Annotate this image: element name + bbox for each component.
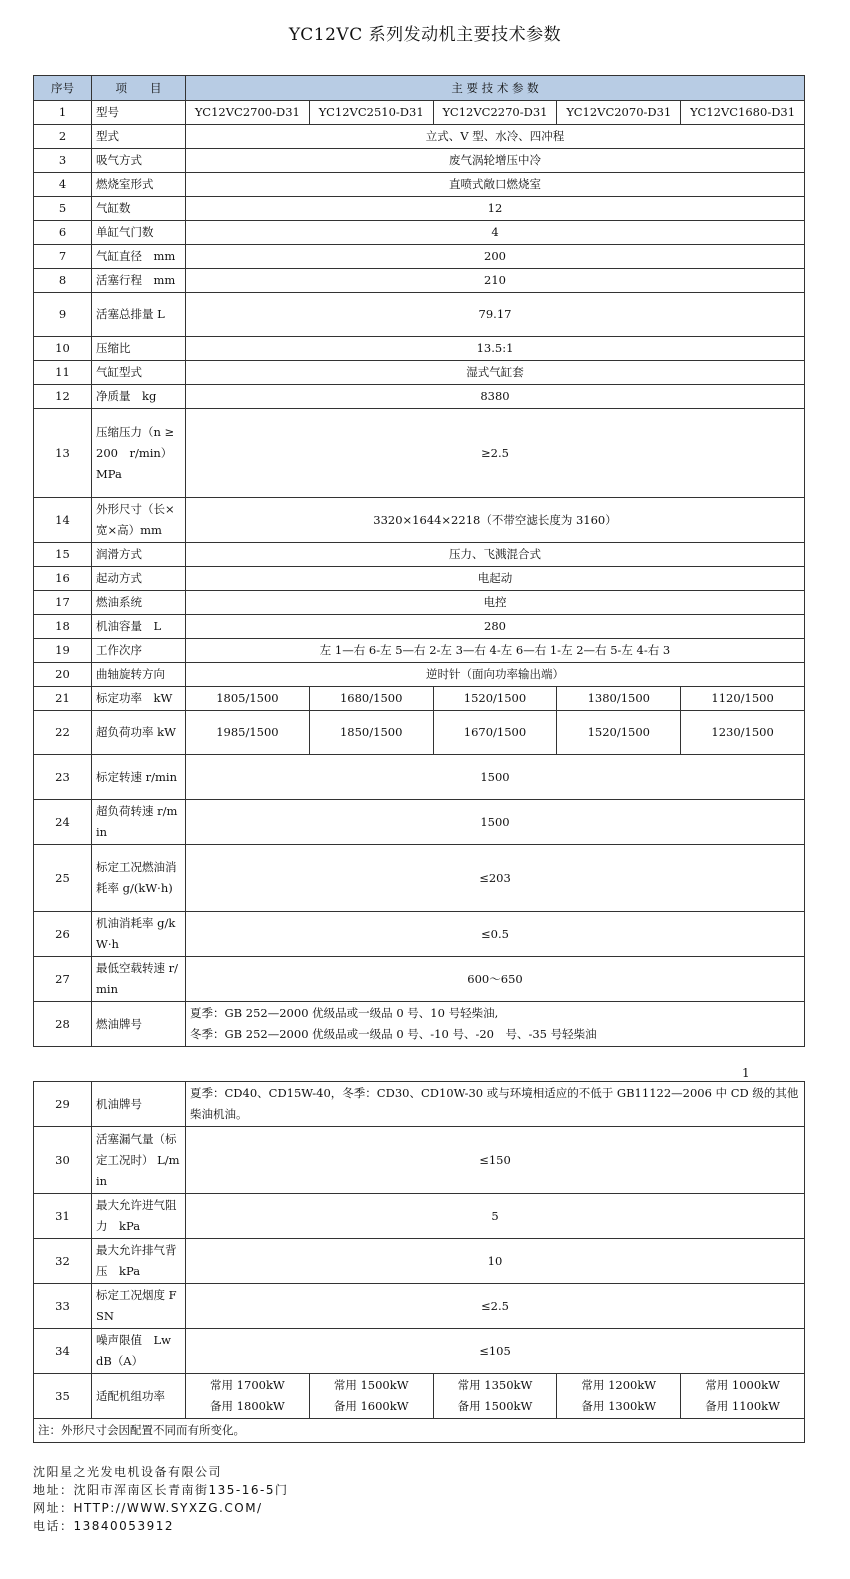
standby-power: 备用 1300kW: [581, 1399, 657, 1413]
standby-power: 备用 1500kW: [457, 1399, 533, 1413]
row-number: 14: [34, 498, 92, 543]
row-number: 21: [34, 687, 92, 711]
row-item: 最低空载转速 r/min: [92, 957, 186, 1002]
row-number: 9: [34, 293, 92, 337]
power-value: 1670/1500: [433, 711, 557, 755]
row-item: 活塞漏气量（标定工况时） L/min: [92, 1127, 186, 1194]
table-row: [34, 1284, 805, 1329]
table-row: [34, 221, 805, 245]
table-row: [34, 591, 805, 615]
table-row: [34, 1239, 805, 1284]
model-name: YC12VC2270-D31: [433, 101, 557, 125]
row-value: 左 1—右 6-左 5—右 2-左 3—右 4-左 6—右 1-左 2—右 5-左 4-右 3: [186, 639, 805, 663]
table-row: [34, 409, 805, 498]
prime-power: 常用 1700kW: [210, 1378, 285, 1392]
row-number: 8: [34, 269, 92, 293]
row-number: 2: [34, 125, 92, 149]
row-value: ≤105: [186, 1329, 805, 1374]
row-number: 22: [34, 711, 92, 755]
row-number: 29: [34, 1082, 92, 1127]
table-row: [34, 567, 805, 591]
row-value: 3320×1644×2218（不带空滤长度为 3160）: [186, 498, 805, 543]
row-item: 净质量 kg: [92, 385, 186, 409]
table-row: [34, 1082, 805, 1127]
row-item: 机油容量 L: [92, 615, 186, 639]
row-number: 5: [34, 197, 92, 221]
table-row: [34, 101, 805, 125]
row-number: 10: [34, 337, 92, 361]
row-item: 最大允许进气阻力 kPa: [92, 1194, 186, 1239]
row-value: 电控: [186, 591, 805, 615]
prime-power: 常用 1350kW: [457, 1378, 533, 1392]
row-value: 5: [186, 1194, 805, 1239]
table-row: [34, 543, 805, 567]
header-no: 序号: [34, 76, 92, 101]
table-row: [34, 197, 805, 221]
row-number: 27: [34, 957, 92, 1002]
row-number: 31: [34, 1194, 92, 1239]
company-name: 沈阳星之光发电机设备有限公司: [33, 1465, 223, 1479]
row-value: 电起动: [186, 567, 805, 591]
table-header-row: [34, 76, 805, 101]
row-value: 1500: [186, 755, 805, 800]
note-row: [34, 1419, 805, 1443]
row-item: 曲轴旋转方向: [92, 663, 186, 687]
footer: [33, 1463, 288, 1535]
row-value: ≤150: [186, 1127, 805, 1194]
power-value: 1985/1500: [186, 711, 310, 755]
row-number: 30: [34, 1127, 92, 1194]
genset-power-cell: [309, 1374, 433, 1419]
row-item: 气缸数: [92, 197, 186, 221]
row-value: 10: [186, 1239, 805, 1284]
power-value: 1850/1500: [309, 711, 433, 755]
table-row: [34, 498, 805, 543]
row-number: 16: [34, 567, 92, 591]
row-value: 直喷式敞口燃烧室: [186, 173, 805, 197]
table-row: [34, 245, 805, 269]
row-number: 7: [34, 245, 92, 269]
row-item: 外形尺寸（长×宽×高）mm: [92, 498, 186, 543]
row-value: 280: [186, 615, 805, 639]
row-value: 1500: [186, 800, 805, 845]
row-item: 机油牌号: [92, 1082, 186, 1127]
row-item: 活塞行程 mm: [92, 269, 186, 293]
note-text: 注：外形尺寸会因配置不同而有所变化。: [34, 1419, 805, 1443]
row-item: 型号: [92, 101, 186, 125]
model-name: YC12VC2510-D31: [309, 101, 433, 125]
fuel-grade-line: 冬季：GB 252—2000 优级品或一级品 0 号、-10 号、-20 号、-35 号轻柴油: [190, 1027, 597, 1041]
power-value: 1805/1500: [186, 687, 310, 711]
table-row: [34, 845, 805, 912]
row-item: 型式: [92, 125, 186, 149]
row-number: 18: [34, 615, 92, 639]
genset-power-cell: [433, 1374, 557, 1419]
table-row: [34, 361, 805, 385]
row-number: 34: [34, 1329, 92, 1374]
row-number: 3: [34, 149, 92, 173]
row-item: 气缸型式: [92, 361, 186, 385]
header-item: 项 目: [92, 76, 186, 101]
row-value: [186, 1002, 805, 1047]
row-value: 4: [186, 221, 805, 245]
row-item: 压缩比: [92, 337, 186, 361]
table-row: [34, 1002, 805, 1047]
table-row: [34, 687, 805, 711]
spec-table-part1: [33, 75, 805, 1047]
power-value: 1520/1500: [433, 687, 557, 711]
table-row: [34, 385, 805, 409]
row-value: 立式、V 型、水冷、四冲程: [186, 125, 805, 149]
table-row: [34, 663, 805, 687]
row-value: 79.17: [186, 293, 805, 337]
row-number: 35: [34, 1374, 92, 1419]
fuel-grade-line: 夏季：GB 252—2000 优级品或一级品 0 号、10 号轻柴油,: [190, 1006, 499, 1020]
row-item: 单缸气门数: [92, 221, 186, 245]
row-value: ≤2.5: [186, 1284, 805, 1329]
row-value: 夏季：CD40、CD15W-40，冬季：CD30、CD10W-30 或与环境相适应的不低于 GB11122—2006 中 CD 级的其他柴油机油。: [186, 1082, 805, 1127]
model-name: YC12VC2700-D31: [186, 101, 310, 125]
table-row: [34, 615, 805, 639]
row-number: 20: [34, 663, 92, 687]
row-item: 适配机组功率: [92, 1374, 186, 1419]
table-row: [34, 1374, 805, 1419]
table-row: [34, 800, 805, 845]
row-item: 润滑方式: [92, 543, 186, 567]
row-value: 200: [186, 245, 805, 269]
power-value: 1680/1500: [309, 687, 433, 711]
model-name: YC12VC2070-D31: [557, 101, 681, 125]
power-value: 1520/1500: [557, 711, 681, 755]
row-number: 25: [34, 845, 92, 912]
table-row: [34, 711, 805, 755]
genset-power-cell: [557, 1374, 681, 1419]
row-value: ≥2.5: [186, 409, 805, 498]
row-value: 210: [186, 269, 805, 293]
prime-power: 常用 1200kW: [581, 1378, 657, 1392]
spec-table-part2: [33, 1081, 805, 1443]
power-value: 1230/1500: [681, 711, 805, 755]
table-row: [34, 125, 805, 149]
row-number: 26: [34, 912, 92, 957]
table-row: [34, 173, 805, 197]
table-row: [34, 1194, 805, 1239]
row-item: 吸气方式: [92, 149, 186, 173]
row-number: 33: [34, 1284, 92, 1329]
table-row: [34, 1127, 805, 1194]
table-row: [34, 1329, 805, 1374]
row-item: 最大允许排气背压 kPa: [92, 1239, 186, 1284]
genset-power-cell: [186, 1374, 310, 1419]
header-params: 主 要 技 术 参 数: [186, 76, 805, 101]
genset-power-cell: [681, 1374, 805, 1419]
row-item: 超负荷转速 r/min: [92, 800, 186, 845]
row-item: 标定工况燃油消耗率 g/(kW·h): [92, 845, 186, 912]
company-website[interactable]: 网址：HTTP://WWW.SYXZG.COM/: [33, 1501, 263, 1515]
row-item: 工作次序: [92, 639, 186, 663]
row-value: 8380: [186, 385, 805, 409]
row-number: 6: [34, 221, 92, 245]
table-row: [34, 912, 805, 957]
page-title: YC12VC 系列发动机主要技术参数: [288, 25, 562, 45]
table-row: [34, 639, 805, 663]
row-value: ≤0.5: [186, 912, 805, 957]
model-name: YC12VC1680-D31: [681, 101, 805, 125]
company-address: 地址：沈阳市浑南区长青南街135-16-5门: [33, 1483, 289, 1497]
power-value: 1120/1500: [681, 687, 805, 711]
power-value: 1380/1500: [557, 687, 681, 711]
row-item: 噪声限值 Lw dB（A）: [92, 1329, 186, 1374]
row-item: 燃油牌号: [92, 1002, 186, 1047]
company-phone: 电话：13840053912: [33, 1519, 174, 1533]
row-item: 标定工况烟度 FSN: [92, 1284, 186, 1329]
row-item: 燃烧室形式: [92, 173, 186, 197]
row-number: 19: [34, 639, 92, 663]
row-value: 逆时针（面向功率输出端）: [186, 663, 805, 687]
row-item: 机油消耗率 g/kW·h: [92, 912, 186, 957]
row-item: 燃油系统: [92, 591, 186, 615]
row-value: 13.5:1: [186, 337, 805, 361]
row-value: 废气涡轮增压中冷: [186, 149, 805, 173]
row-number: 1: [34, 101, 92, 125]
row-number: 24: [34, 800, 92, 845]
row-number: 23: [34, 755, 92, 800]
row-number: 15: [34, 543, 92, 567]
standby-power: 备用 1800kW: [210, 1399, 285, 1413]
row-value: ≤203: [186, 845, 805, 912]
table-row: [34, 293, 805, 337]
row-value: 600～650: [186, 957, 805, 1002]
row-item: 起动方式: [92, 567, 186, 591]
row-item: 活塞总排量 L: [92, 293, 186, 337]
table-row: [34, 337, 805, 361]
row-value: 压力、飞溅混合式: [186, 543, 805, 567]
prime-power: 常用 1000kW: [705, 1378, 780, 1392]
row-number: 13: [34, 409, 92, 498]
table-row: [34, 269, 805, 293]
standby-power: 备用 1600kW: [333, 1399, 409, 1413]
table-row: [34, 957, 805, 1002]
row-value: 湿式气缸套: [186, 361, 805, 385]
row-value: 12: [186, 197, 805, 221]
row-item: 标定转速 r/min: [92, 755, 186, 800]
row-number: 4: [34, 173, 92, 197]
row-number: 32: [34, 1239, 92, 1284]
standby-power: 备用 1100kW: [705, 1399, 780, 1413]
row-number: 17: [34, 591, 92, 615]
prime-power: 常用 1500kW: [333, 1378, 409, 1392]
row-number: 28: [34, 1002, 92, 1047]
row-item: 超负荷功率 kW: [92, 711, 186, 755]
row-item: 标定功率 kW: [92, 687, 186, 711]
row-number: 12: [34, 385, 92, 409]
table-row: [34, 755, 805, 800]
table-row: [34, 149, 805, 173]
page-number: 1: [742, 1066, 750, 1080]
row-item: 压缩压力（n ≥ 200 r/min） MPa: [92, 409, 186, 498]
row-number: 11: [34, 361, 92, 385]
row-item: 气缸直径 mm: [92, 245, 186, 269]
